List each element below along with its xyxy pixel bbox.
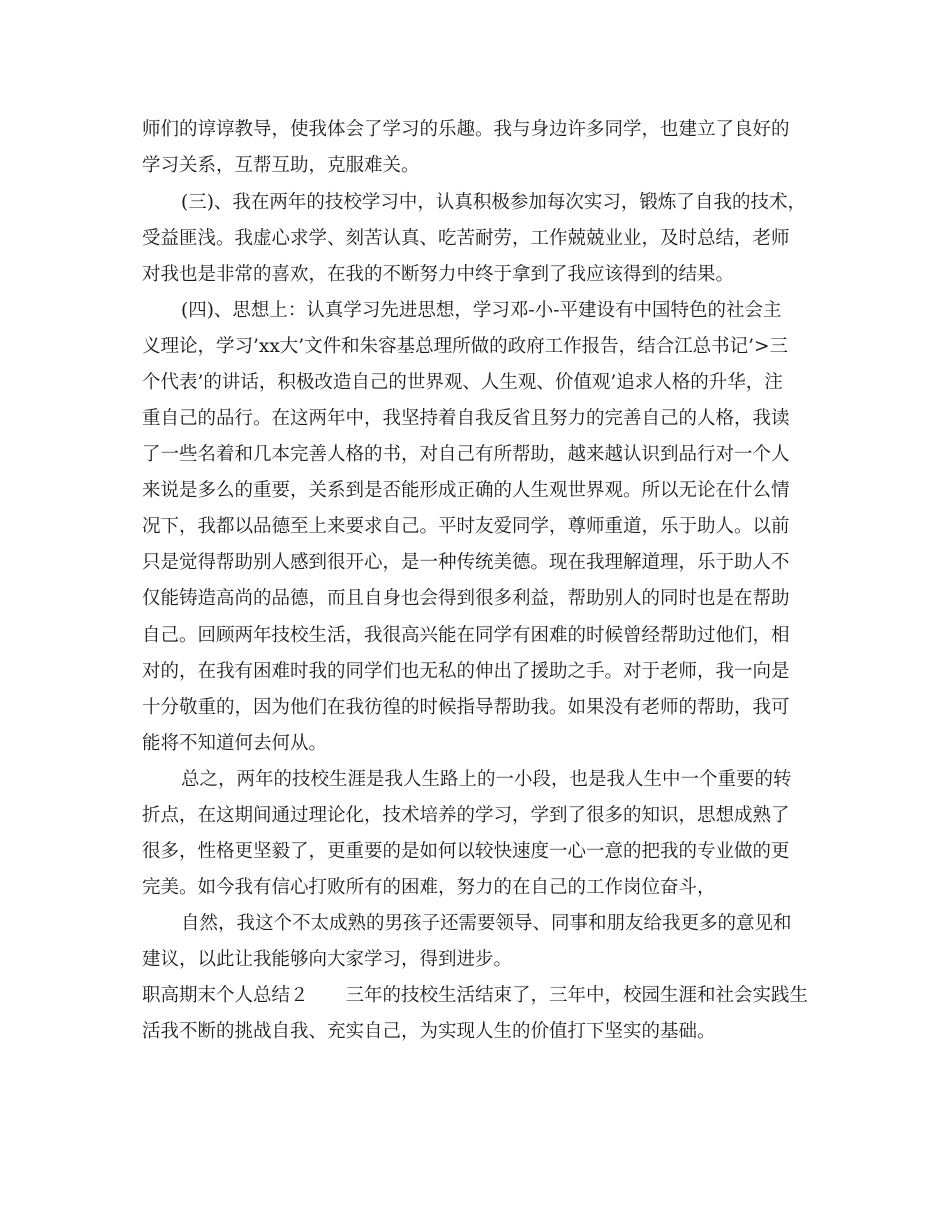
text-line: 受益匪浅。我虚心求学、刻苦认真、吃苦耐劳，工作兢兢业业，及时总结，老师	[142, 228, 790, 249]
paragraph-start-line: 总之，两年的技校生涯是我人生路上的一小段，也是我人生中一个重要的转	[181, 769, 792, 790]
text-line: 很多，性格更坚毅了，更重要的是如何以较快速度一心一意的把我的专业做的更	[142, 841, 790, 862]
text-line: 来说是多么的重要，关系到是否能形成正确的人生观世界观。所以无论在什么情	[142, 480, 790, 501]
text-line: 活我不断的挑战自我、充实自己，为实现人生的价值打下坚实的基础。	[142, 1021, 716, 1042]
text-line: 义理论，学习’xx大’文件和朱容基总理所做的政府工作报告，结合江总书记’>三	[142, 336, 789, 357]
paragraph-start-line: (三)、我在两年的技校学习中，认真积极参加每次实习，锻炼了自我的技术，	[181, 192, 806, 213]
text-line: 学习关系，互帮互助，克服难关。	[142, 155, 420, 176]
text-line: 建议，以此让我能够向大家学习，得到进步。	[142, 949, 513, 970]
text-line: 了一些名着和几本完善人格的书，对自己有所帮助，越来越认识到品行对一个人	[142, 444, 790, 465]
text-line: 只是觉得帮助别人感到很开心，是一种传统美德。现在我理解道理，乐于助人不	[142, 552, 790, 573]
text-line: 折点，在这期间通过理论化，技术培养的学习，学到了很多的知识，思想成熟了	[142, 805, 790, 826]
section-heading-line: 职高期末个人总结２ 三年的技校生活结束了，三年中，校园生涯和社会实践生	[142, 985, 809, 1006]
text-line: 况下，我都以品德至上来要求自己。平时友爱同学，尊师重道，乐于助人。以前	[142, 516, 790, 537]
text-line: 十分敬重的，因为他们在我彷徨的时候指导帮助我。如果没有老师的帮助，我可	[142, 697, 790, 718]
text-line: 仅能铸造高尚的品德，而且自身也会得到很多利益，帮助别人的同时也是在帮助	[142, 588, 790, 609]
text-line: 重自己的品行。在这两年中，我坚持着自我反省且努力的完善自己的人格，我读	[142, 408, 790, 429]
text-line: 师们的谆谆教导，使我体会了学习的乐趣。我与身边许多同学，也建立了良好的	[142, 119, 790, 140]
text-line: 自己。回顾两年技校生活，我很高兴能在同学有困难的时候曾经帮助过他们，相	[142, 625, 790, 646]
text-line: 个代表’的讲话，积极改造自己的世界观、人生观、价值观’追求人格的升华，注	[142, 372, 783, 393]
paragraph-start-line: (四)、思想上：认真学习先进思想，学习邓-小-平建设有中国特色的社会主	[181, 300, 782, 321]
text-line: 对我也是非常的喜欢，在我的不断努力中终于拿到了我应该得到的结果。	[142, 264, 735, 285]
paragraph-start-line: 自然，我这个不太成熟的男孩子还需要领导、同事和朋友给我更多的意见和	[181, 913, 792, 934]
text-line: 对的，在我有困难时我的同学们也无私的伸出了援助之手。对于老师，我一向是	[142, 661, 790, 682]
text-line: 完美。如今我有信心打败所有的困难，努力的在自己的工作岗位奋斗，	[142, 877, 716, 898]
text-line: 能将不知道何去何从。	[142, 733, 328, 754]
